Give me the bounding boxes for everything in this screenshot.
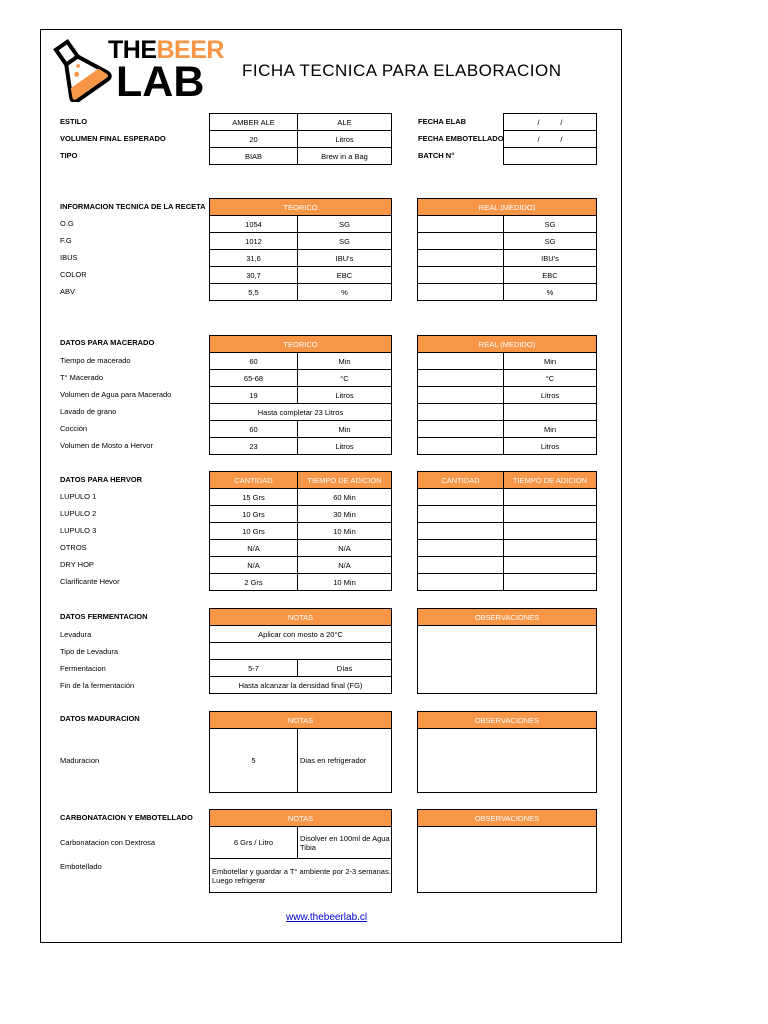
hervor-row-cantidad: N/A [209, 556, 298, 574]
hervor-row-cantidad: 2 Grs [209, 573, 298, 591]
hervor-real-tiempo-input[interactable] [503, 539, 597, 557]
hervor-real-cantidad-input[interactable] [417, 522, 504, 540]
receta-row-label: IBUS [60, 253, 78, 262]
receta-row-label: ABV [60, 287, 76, 296]
hervor-cantidad-header-real: CANTIDAD [417, 471, 504, 489]
maduracion-unit: Dias en refrigerador [297, 728, 392, 793]
receta-real-unit: IBU's [503, 249, 597, 267]
hervor-real-tiempo-input[interactable] [503, 556, 597, 574]
macerado-row-label: T° Macerado [60, 373, 104, 382]
carbonatacion-obs-box[interactable] [417, 826, 597, 893]
fermentacion-label: Fermentacion [60, 664, 106, 673]
macerado-real-header: REAL (MEDIDO) [417, 335, 597, 353]
carbonatacion-obs-header: OBSERVACIONES [417, 809, 597, 827]
receta-row-value: 1054 [209, 215, 298, 233]
flask-icon [48, 36, 112, 102]
embotellado-note: Embotellar y guardar a T° ambiente por 2-3 semanas. Luego refrigerar [209, 858, 392, 893]
levadura-value: Aplicar con mosto a 20°C [209, 625, 392, 643]
hervor-real-tiempo-input[interactable] [503, 522, 597, 540]
macerado-row-label: Tiempo de macerado [60, 356, 131, 365]
receta-real-input[interactable] [417, 232, 504, 250]
receta-real-unit: EBC [503, 266, 597, 284]
hervor-row-tiempo: 10 Min [297, 522, 392, 540]
tipo-levadura-label: Tipo de Levadura [60, 647, 119, 656]
fecha-embotellado-field[interactable]: / / [503, 130, 597, 148]
hervor-row-label: Clarificante Hevor [60, 577, 120, 586]
hervor-row-label: LUPULO 2 [60, 509, 97, 518]
macerado-real-input[interactable] [417, 403, 504, 421]
hervor-row-label: OTROS [60, 543, 87, 552]
receta-row-value: 5,5 [209, 283, 298, 301]
macerado-row-unit: Litros [297, 386, 392, 404]
macerado-real-input[interactable] [417, 437, 504, 455]
maduracion-value: 5 [209, 728, 298, 793]
hervor-section-label: DATOS PARA HERVOR [60, 475, 143, 484]
hervor-row-label: LUPULO 1 [60, 492, 97, 501]
tipo-value2: Brew in a Bag [297, 147, 392, 165]
macerado-row-value: 65-68 [209, 369, 298, 387]
hervor-row-tiempo: 60 Min [297, 488, 392, 506]
hervor-real-tiempo-input[interactable] [503, 488, 597, 506]
carbonatacion-label: Carbonatacion con Dextrosa [60, 838, 156, 847]
maduracion-obs-header: OBSERVACIONES [417, 711, 597, 729]
receta-real-unit: SG [503, 215, 597, 233]
macerado-real-input[interactable] [417, 386, 504, 404]
receta-real-input[interactable] [417, 283, 504, 301]
receta-row-value: 31,6 [209, 249, 298, 267]
macerado-real-input[interactable] [417, 352, 504, 370]
receta-row-value: 1012 [209, 232, 298, 250]
hervor-real-cantidad-input[interactable] [417, 573, 504, 591]
receta-real-input[interactable] [417, 266, 504, 284]
macerado-row-merged: Hasta completar 23 Litros [209, 403, 392, 421]
receta-row-unit: SG [297, 215, 392, 233]
receta-real-input[interactable] [417, 249, 504, 267]
receta-real-input[interactable] [417, 215, 504, 233]
macerado-real-unit [503, 403, 597, 421]
volumen-value: 20 [209, 130, 298, 148]
carbonatacion-notas-header: NOTAS [209, 809, 392, 827]
macerado-real-input[interactable] [417, 420, 504, 438]
macerado-real-unit: Litros [503, 386, 597, 404]
receta-row-label: COLOR [60, 270, 87, 279]
maduracion-obs-box[interactable] [417, 728, 597, 793]
hervor-row-cantidad: N/A [209, 539, 298, 557]
macerado-real-input[interactable] [417, 369, 504, 387]
tipo-label: TIPO [60, 151, 78, 160]
carbonatacion-note: Disolver en 100ml de Agua Tibia [297, 826, 392, 859]
hervor-row-cantidad: 10 Grs [209, 505, 298, 523]
carbonatacion-section-label: CARBONATACION Y EMBOTELLADO [60, 813, 193, 822]
receta-row-unit: EBC [297, 266, 392, 284]
macerado-row-unit: Min [297, 352, 392, 370]
receta-row-unit: SG [297, 232, 392, 250]
hervor-real-tiempo-input[interactable] [503, 505, 597, 523]
logo-text-lab: LAB [116, 58, 205, 106]
estilo-value2: ALE [297, 113, 392, 131]
macerado-row-value: 60 [209, 352, 298, 370]
macerado-real-unit: Min [503, 420, 597, 438]
estilo-value: AMBER ALE [209, 113, 298, 131]
maduracion-notas-header: NOTAS [209, 711, 392, 729]
tipo-value: BIAB [209, 147, 298, 165]
receta-section-label: INFORMACION TECNICA DE LA RECETA [60, 202, 206, 211]
hervor-row-tiempo: N/A [297, 556, 392, 574]
macerado-row-unit: °C [297, 369, 392, 387]
macerado-row-label: Volumen de Mosto a Hervor [60, 441, 153, 450]
hervor-row-cantidad: 10 Grs [209, 522, 298, 540]
hervor-real-cantidad-input[interactable] [417, 505, 504, 523]
fermentacion-obs-header: OBSERVACIONES [417, 608, 597, 626]
macerado-row-label: Cocción [60, 424, 88, 433]
fermentacion-value: 5-7 [209, 659, 298, 677]
receta-row-label: O.G [60, 219, 74, 228]
fin-fermentacion-label: Fin de la fermentación [60, 681, 135, 690]
macerado-real-unit: °C [503, 369, 597, 387]
carbonatacion-value: 6 Grs / Litro [209, 826, 298, 859]
receta-real-unit: % [503, 283, 597, 301]
estilo-label: ESTILO [60, 117, 88, 126]
hervor-row-label: DRY HOP [60, 560, 94, 569]
macerado-row-value: 60 [209, 420, 298, 438]
hervor-tiempo-header-real: TIEMPO DE ADICION [503, 471, 597, 489]
macerado-real-unit: Litros [503, 437, 597, 455]
hervor-row-tiempo: 30 Min [297, 505, 392, 523]
batch-field[interactable] [503, 147, 597, 165]
hervor-real-cantidad-input[interactable] [417, 539, 504, 557]
logo-text-top: THEBEER [108, 36, 224, 64]
fecha-elab-field[interactable]: / / [503, 113, 597, 131]
hervor-real-cantidad-input[interactable] [417, 556, 504, 574]
fermentacion-unit: Días [297, 659, 392, 677]
volumen-label: VOLUMEN FINAL ESPERADO [60, 134, 166, 143]
maduracion-label: Maduracion [60, 756, 100, 765]
fermentacion-obs-box[interactable] [417, 625, 597, 694]
hervor-row-label: LUPULO 3 [60, 526, 97, 535]
macerado-row-value: 19 [209, 386, 298, 404]
hervor-tiempo-header: TIEMPO DE ADICION [297, 471, 392, 489]
macerado-row-label: Lavado de grano [60, 407, 117, 416]
hervor-real-cantidad-input[interactable] [417, 488, 504, 506]
levadura-label: Levadura [60, 630, 92, 639]
macerado-row-value: 23 [209, 437, 298, 455]
receta-row-label: F.G [60, 236, 72, 245]
hervor-real-tiempo-input[interactable] [503, 573, 597, 591]
macerado-row-label: Volumen de Agua para Macerado [60, 390, 172, 399]
fermentacion-section-label: DATOS FERMENTACION [60, 612, 148, 621]
website-link[interactable]: www.thebeerlab.cl [286, 912, 368, 923]
embotellado-label: Embotellado [60, 862, 102, 871]
tipo-levadura-value[interactable] [209, 642, 392, 660]
fermentacion-notas-header: NOTAS [209, 608, 392, 626]
hervor-cantidad-header: CANTIDAD [209, 471, 298, 489]
macerado-row-unit: Litros [297, 437, 392, 455]
maduracion-section-label: DATOS MADURACION [60, 714, 140, 723]
fecha-embotellado-label: FECHA EMBOTELLADO [418, 134, 504, 143]
receta-real-header: REAL (MEDIDO) [417, 198, 597, 216]
hervor-row-cantidad: 15 Grs [209, 488, 298, 506]
volumen-unit: Litros [297, 130, 392, 148]
receta-teorico-header: TEORICO [209, 198, 392, 216]
receta-real-unit: SG [503, 232, 597, 250]
page-title: FICHA TECNICA PARA ELABORACION [242, 61, 562, 80]
macerado-section-label: DATOS PARA MACERADO [60, 338, 155, 347]
fin-fermentacion-value: Hasta alcanzar la densidad final (FG) [209, 676, 392, 694]
receta-row-value: 30,7 [209, 266, 298, 284]
receta-row-unit: IBU's [297, 249, 392, 267]
hervor-row-tiempo: N/A [297, 539, 392, 557]
fecha-elab-label: FECHA ELAB [418, 117, 467, 126]
macerado-row-unit: Min [297, 420, 392, 438]
macerado-teorico-header: TEORICO [209, 335, 392, 353]
receta-row-unit: % [297, 283, 392, 301]
macerado-real-unit: Min [503, 352, 597, 370]
hervor-row-tiempo: 10 Min [297, 573, 392, 591]
batch-label: BATCH N° [418, 151, 455, 160]
